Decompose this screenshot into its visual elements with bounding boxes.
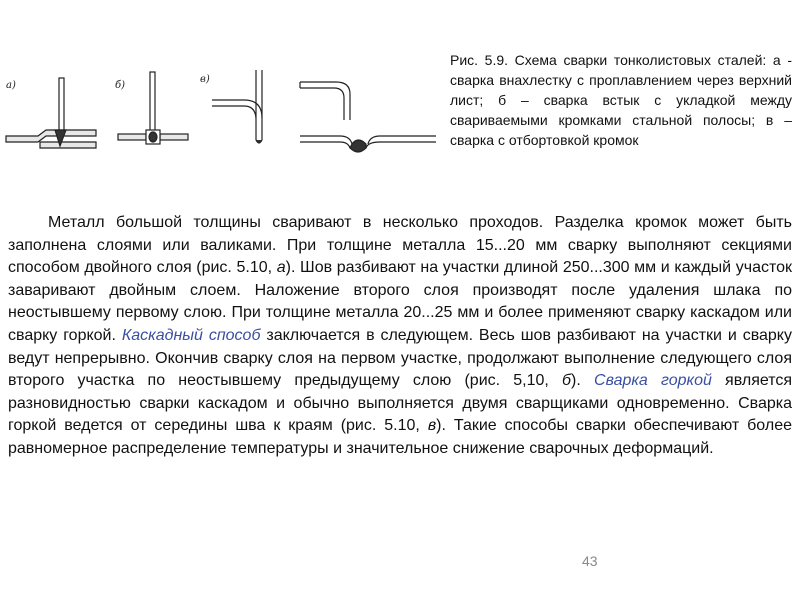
figure-caption: Рис. 5.9. Схема сварки тонколистовых сталей: а - сварка внахлестку с проплавлением через верхний лист; б – сварка встык с укладкой между свариваемыми кромками стальной полосы; в – сварка с отбортовкой кромок xyxy=(450,52,792,148)
paragraph-text-2: ). Шов разбивают на участки длиной 250...300 мм и каждый участок заваривают двойным слоем. Наложение второго слоя производят после удаления шлака по неостывшему первому слою. При толщине металла 20...25 мм и более применяют сварку каскадом или сварку горкой. xyxy=(8,259,793,344)
paragraph-text-4: ). xyxy=(571,372,595,390)
diagram-lap-weld xyxy=(6,78,96,148)
term-cascade-method: Каскадный способ xyxy=(121,326,261,344)
page-number: 43 xyxy=(582,553,598,569)
figure-ref-b: б xyxy=(562,372,572,390)
paragraph-text-1: Металл большой толщины сваривают в несколько проходов. Разделка кромок может быть заполнена слоями или валиками. При толщине металла 15...20 мм сварку выполняют секциями способом двойного слоя (рис. 5.10, xyxy=(8,214,792,277)
paragraph-text-6: ). Такие способы сварки обеспечивают более равномерное распределение температуры и значительное снижение сварочных деформаций. xyxy=(8,417,792,457)
diagram-butt-weld xyxy=(118,72,188,144)
body-paragraph xyxy=(8,212,792,461)
figure-label-a: а) xyxy=(6,80,16,91)
term-hill-welding: Сварка горкой xyxy=(594,372,712,390)
figure-label-c: в) xyxy=(200,74,210,85)
figure-ref-a: а xyxy=(276,259,286,277)
figure-ref-c: в xyxy=(427,417,437,435)
diagram-flange-horizontal xyxy=(300,82,436,152)
welding-figure xyxy=(0,60,440,180)
paragraph-text-3: заключается в следующем. Весь шов разбивают на участки и сварку ведут непрерывно. Окончив сварку слоя на первом участке, продолжают выполнение следующего слоя второго участка по неостывшему предыдущему слою (рис. 5,10, xyxy=(8,326,792,390)
figure-label-b: б) xyxy=(115,80,126,91)
paragraph-text-5: является разновидностью сварки каскадом и обычно выполняется двумя сварщиками одновременно. Сварка горкой ведется от середины шва к краям (рис. 5.10, xyxy=(8,372,793,435)
diagram-flange-vertical xyxy=(212,70,262,143)
